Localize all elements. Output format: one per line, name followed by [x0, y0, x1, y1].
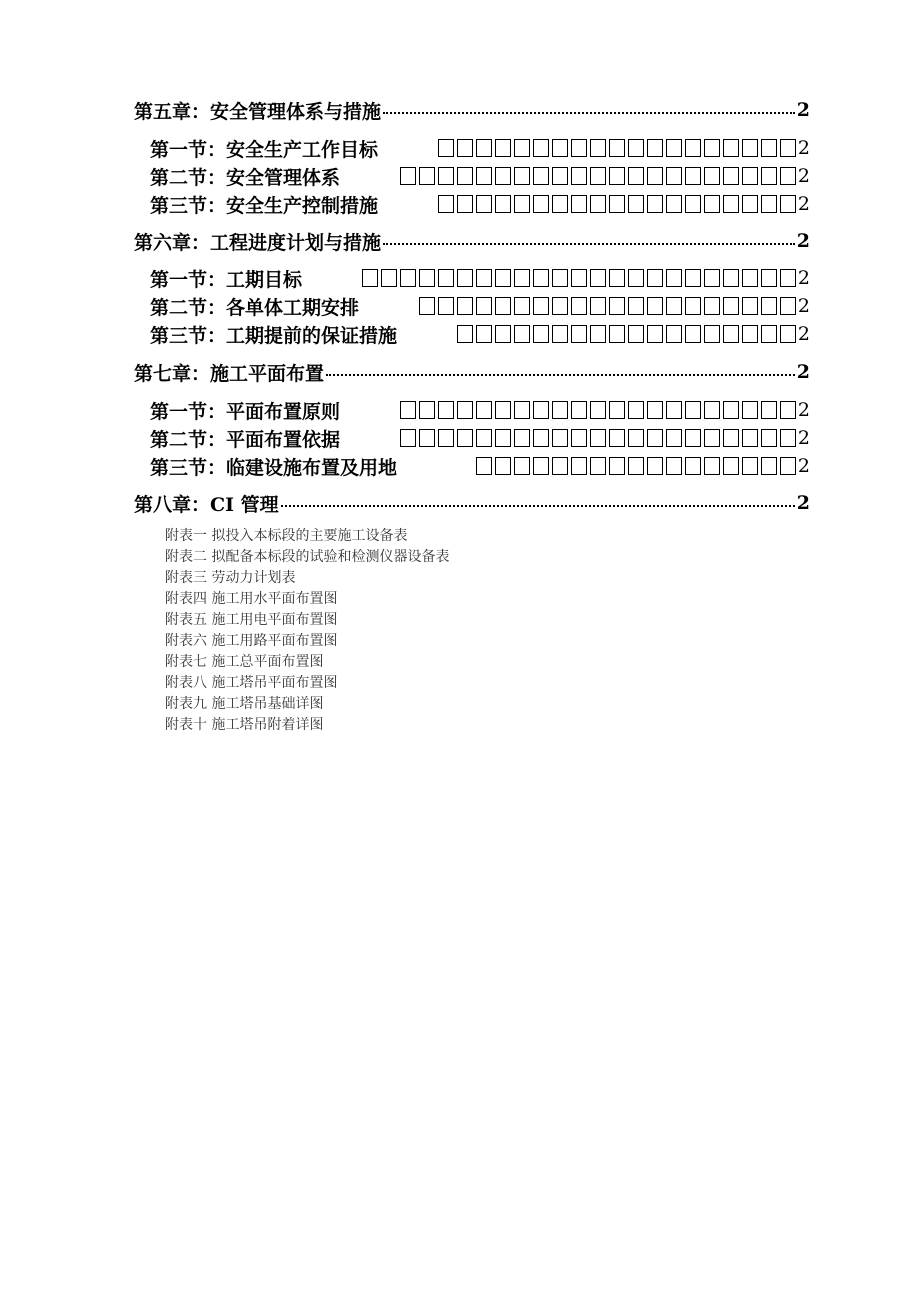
leader-box — [571, 401, 587, 419]
section-title: 第三节：临建设施布置及用地 — [150, 456, 398, 479]
box-leader — [397, 325, 796, 343]
leader-box — [704, 139, 720, 157]
page-number: 2 — [797, 323, 810, 345]
leader-box — [495, 195, 511, 213]
leader-box — [761, 457, 777, 475]
leader-box — [552, 429, 568, 447]
leader-box — [400, 269, 416, 287]
leader-box — [552, 139, 568, 157]
section-title: 第一节：工期目标 — [150, 268, 303, 291]
leader-box — [590, 167, 606, 185]
appendix-item: 附表十 施工塔吊附着详图 — [165, 717, 324, 733]
leader-box — [609, 457, 625, 475]
leader-box — [590, 325, 606, 343]
leader-box — [590, 195, 606, 213]
leader-box — [647, 401, 663, 419]
box-leader — [359, 297, 796, 315]
leader-box — [533, 195, 549, 213]
leader-box — [647, 195, 663, 213]
leader-box — [514, 195, 530, 213]
leader-box — [400, 167, 416, 185]
leader-box — [495, 429, 511, 447]
page-number: 2 — [797, 399, 810, 421]
leader-box — [704, 167, 720, 185]
leader-box — [533, 167, 549, 185]
leader-box — [628, 325, 644, 343]
leader-box — [666, 429, 682, 447]
dot-leader — [281, 505, 795, 507]
leader-box — [647, 297, 663, 315]
leader-box — [552, 457, 568, 475]
leader-box — [533, 457, 549, 475]
leader-box — [685, 325, 701, 343]
leader-box — [609, 167, 625, 185]
leader-box — [742, 195, 758, 213]
page-number: 2 — [796, 361, 810, 383]
leader-box — [685, 139, 701, 157]
appendix-item: 附表三 劳动力计划表 — [165, 570, 296, 586]
section-title: 第二节：平面布置依据 — [150, 428, 341, 451]
leader-box — [400, 429, 416, 447]
leader-box — [457, 195, 473, 213]
box-leader — [340, 429, 796, 447]
leader-box — [628, 167, 644, 185]
leader-box — [381, 269, 397, 287]
leader-box — [666, 325, 682, 343]
toc-section-6-2[interactable] — [150, 292, 810, 320]
leader-box — [419, 401, 435, 419]
leader-box — [476, 297, 492, 315]
appendix-item: 附表一 拟投入本标段的主要施工设备表 — [165, 528, 408, 544]
leader-box — [780, 269, 796, 287]
box-leader — [397, 457, 796, 475]
leader-box — [419, 269, 435, 287]
leader-box — [514, 401, 530, 419]
leader-box — [476, 167, 492, 185]
leader-box — [628, 139, 644, 157]
leader-box — [457, 297, 473, 315]
leader-box — [628, 457, 644, 475]
leader-box — [704, 401, 720, 419]
leader-box — [647, 325, 663, 343]
leader-box — [476, 401, 492, 419]
leader-box — [723, 139, 739, 157]
leader-box — [419, 167, 435, 185]
leader-box — [495, 457, 511, 475]
leader-box — [495, 297, 511, 315]
leader-box — [723, 325, 739, 343]
dot-leader — [383, 243, 795, 245]
leader-box — [628, 401, 644, 419]
leader-box — [609, 325, 625, 343]
leader-box — [419, 297, 435, 315]
leader-box — [685, 401, 701, 419]
leader-box — [761, 401, 777, 419]
appendix-item: 附表四 施工用水平面布置图 — [165, 591, 338, 607]
leader-box — [723, 269, 739, 287]
leader-box — [590, 429, 606, 447]
page-number: 2 — [796, 99, 810, 121]
leader-box — [742, 167, 758, 185]
appendix-item: 附表五 施工用电平面布置图 — [165, 612, 338, 628]
appendix-item: 附表二 拟配备本标段的试验和检测仪器设备表 — [165, 549, 450, 565]
leader-box — [666, 139, 682, 157]
leader-box — [666, 167, 682, 185]
leader-box — [571, 297, 587, 315]
leader-box — [438, 297, 454, 315]
leader-box — [761, 167, 777, 185]
leader-box — [742, 401, 758, 419]
leader-box — [438, 195, 454, 213]
leader-box — [742, 325, 758, 343]
appendix-item: 附表七 施工总平面布置图 — [165, 654, 324, 670]
leader-box — [590, 139, 606, 157]
leader-box — [761, 269, 777, 287]
leader-box — [552, 297, 568, 315]
leader-box — [666, 195, 682, 213]
chapter-title: 第五章：安全管理体系与措施 — [134, 100, 382, 123]
leader-box — [476, 429, 492, 447]
leader-box — [780, 325, 796, 343]
leader-box — [514, 325, 530, 343]
leader-box — [419, 429, 435, 447]
leader-box — [457, 429, 473, 447]
leader-box — [438, 429, 454, 447]
leader-box — [552, 325, 568, 343]
leader-box — [780, 167, 796, 185]
leader-box — [780, 401, 796, 419]
leader-box — [742, 429, 758, 447]
leader-box — [571, 167, 587, 185]
leader-box — [590, 297, 606, 315]
leader-box — [704, 195, 720, 213]
leader-box — [647, 429, 663, 447]
leader-box — [780, 195, 796, 213]
leader-box — [609, 297, 625, 315]
leader-box — [533, 139, 549, 157]
chapter-title: 第八章：CI 管理 — [134, 493, 279, 516]
toc-chapter-6[interactable] — [134, 228, 810, 254]
leader-box — [780, 429, 796, 447]
leader-box — [495, 401, 511, 419]
leader-box — [761, 297, 777, 315]
leader-box — [609, 429, 625, 447]
leader-box — [666, 269, 682, 287]
leader-box — [533, 269, 549, 287]
leader-box — [704, 429, 720, 447]
page-number: 2 — [797, 165, 810, 187]
leader-box — [704, 325, 720, 343]
leader-box — [476, 195, 492, 213]
leader-box — [495, 325, 511, 343]
leader-box — [609, 195, 625, 213]
leader-box — [571, 195, 587, 213]
leader-box — [438, 269, 454, 287]
appendix-item: 附表六 施工用路平面布置图 — [165, 633, 338, 649]
toc-section-6-3[interactable] — [150, 320, 810, 348]
leader-box — [628, 297, 644, 315]
page-number: 2 — [797, 295, 810, 317]
toc-section-5-2[interactable] — [150, 162, 810, 190]
toc-section-5-1[interactable] — [150, 134, 810, 162]
leader-box — [400, 401, 416, 419]
leader-box — [742, 297, 758, 315]
leader-box — [457, 139, 473, 157]
leader-box — [476, 457, 492, 475]
leader-box — [552, 269, 568, 287]
leader-box — [723, 195, 739, 213]
section-title: 第二节：各单体工期安排 — [150, 296, 360, 319]
section-title: 第三节：安全生产控制措施 — [150, 194, 379, 217]
leader-box — [723, 429, 739, 447]
leader-box — [533, 401, 549, 419]
toc-chapter-7[interactable] — [134, 359, 810, 385]
leader-box — [552, 401, 568, 419]
leader-box — [571, 269, 587, 287]
page-number: 2 — [797, 427, 810, 449]
toc-chapter-5[interactable] — [134, 97, 810, 123]
leader-box — [780, 139, 796, 157]
leader-box — [666, 297, 682, 315]
toc-section-6-1[interactable] — [150, 264, 810, 292]
leader-box — [761, 195, 777, 213]
leader-box — [609, 139, 625, 157]
page-number: 2 — [796, 492, 810, 514]
box-leader — [302, 269, 796, 287]
leader-box — [438, 401, 454, 419]
leader-box — [685, 269, 701, 287]
leader-box — [362, 269, 378, 287]
leader-box — [457, 269, 473, 287]
toc-section-7-1[interactable] — [150, 396, 810, 424]
toc-chapter-8[interactable] — [134, 490, 810, 516]
section-title: 第一节：安全生产工作目标 — [150, 138, 379, 161]
leader-box — [647, 269, 663, 287]
leader-box — [590, 401, 606, 419]
leader-box — [761, 325, 777, 343]
dot-leader — [383, 112, 795, 114]
leader-box — [514, 457, 530, 475]
leader-box — [723, 457, 739, 475]
leader-box — [723, 167, 739, 185]
leader-box — [533, 429, 549, 447]
dot-leader — [326, 374, 795, 376]
leader-box — [647, 167, 663, 185]
leader-box — [552, 195, 568, 213]
leader-box — [571, 325, 587, 343]
leader-box — [476, 139, 492, 157]
leader-box — [742, 457, 758, 475]
leader-box — [438, 139, 454, 157]
page-number: 2 — [797, 455, 810, 477]
leader-box — [685, 195, 701, 213]
leader-box — [571, 139, 587, 157]
leader-box — [685, 429, 701, 447]
leader-box — [438, 167, 454, 185]
leader-box — [780, 457, 796, 475]
leader-box — [571, 429, 587, 447]
leader-box — [666, 401, 682, 419]
section-title: 第三节：工期提前的保证措施 — [150, 324, 398, 347]
toc-section-5-3[interactable] — [150, 190, 810, 218]
leader-box — [761, 429, 777, 447]
leader-box — [628, 195, 644, 213]
section-title: 第二节：安全管理体系 — [150, 166, 341, 189]
leader-box — [552, 167, 568, 185]
leader-box — [742, 139, 758, 157]
page-number: 2 — [796, 230, 810, 252]
leader-box — [666, 457, 682, 475]
page-number: 2 — [797, 137, 810, 159]
page-number: 2 — [797, 193, 810, 215]
leader-box — [514, 429, 530, 447]
leader-box — [704, 297, 720, 315]
leader-box — [609, 269, 625, 287]
leader-box — [533, 297, 549, 315]
leader-box — [590, 269, 606, 287]
leader-box — [685, 297, 701, 315]
section-title: 第一节：平面布置原则 — [150, 400, 341, 423]
appendix-item: 附表九 施工塔吊基础详图 — [165, 696, 324, 712]
appendix-item: 附表八 施工塔吊平面布置图 — [165, 675, 338, 691]
leader-box — [780, 297, 796, 315]
box-leader — [340, 401, 796, 419]
leader-box — [647, 457, 663, 475]
leader-box — [742, 269, 758, 287]
chapter-title: 第六章：工程进度计划与措施 — [134, 231, 382, 254]
leader-box — [571, 457, 587, 475]
box-leader — [378, 195, 796, 213]
leader-box — [704, 269, 720, 287]
toc-section-7-2[interactable] — [150, 424, 810, 452]
leader-box — [761, 139, 777, 157]
chapter-title: 第七章：施工平面布置 — [134, 362, 325, 385]
leader-box — [533, 325, 549, 343]
appendix-list — [165, 526, 449, 736]
box-leader — [378, 139, 796, 157]
box-leader — [340, 167, 796, 185]
leader-box — [628, 429, 644, 447]
leader-box — [495, 167, 511, 185]
leader-box — [609, 401, 625, 419]
leader-box — [647, 139, 663, 157]
toc-section-7-3[interactable] — [150, 452, 810, 480]
leader-box — [495, 269, 511, 287]
leader-box — [476, 325, 492, 343]
leader-box — [514, 167, 530, 185]
page-number: 2 — [797, 267, 810, 289]
leader-box — [457, 401, 473, 419]
leader-box — [685, 167, 701, 185]
leader-box — [457, 167, 473, 185]
leader-box — [685, 457, 701, 475]
leader-box — [514, 269, 530, 287]
leader-box — [514, 297, 530, 315]
leader-box — [495, 139, 511, 157]
leader-box — [476, 269, 492, 287]
leader-box — [723, 401, 739, 419]
leader-box — [590, 457, 606, 475]
leader-box — [723, 297, 739, 315]
leader-box — [704, 457, 720, 475]
leader-box — [628, 269, 644, 287]
leader-box — [457, 325, 473, 343]
leader-box — [514, 139, 530, 157]
